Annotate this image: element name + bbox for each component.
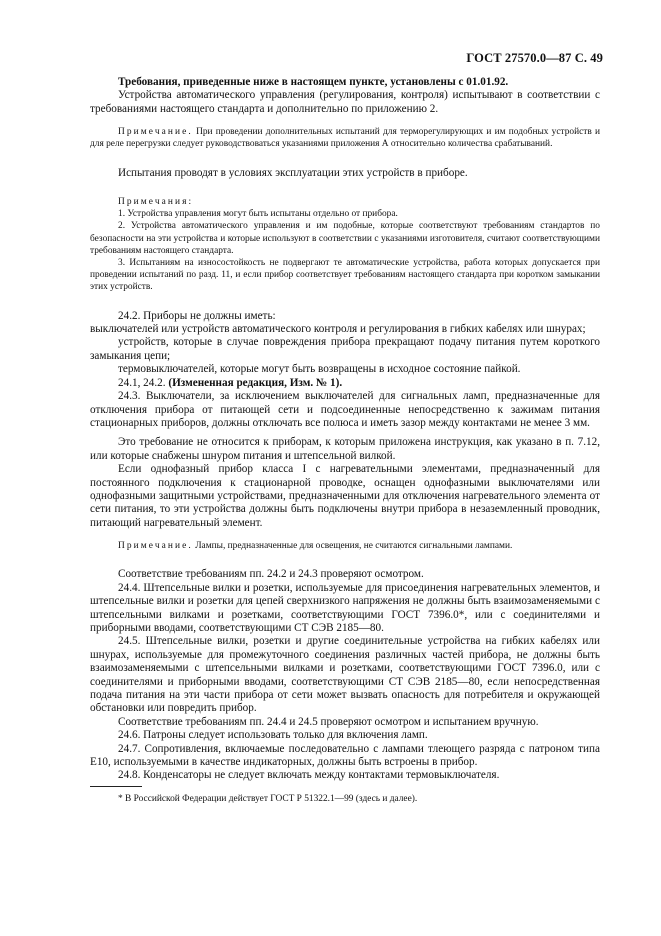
footnote-divider [90,786,142,787]
compliance-24-2-24-3: Соответствие требованиям пп. 24.2 и 24.3 проверяют осмотром. [118,568,424,581]
section-24-2-item: выключателей или устройств автоматического контроля и регулирования в гибких кабелях или шнурах; [90,323,586,336]
section-24-3-p3: Если однофазный прибор класса I с нагревательными элементами, предназначенный для постоянного подключения к стационарной проводке, оснащен однофазными выключателями или однофазными защитными устройствами, предназначенными для отключения нагревательного элемента от сети питания, то эти устройства должны быть подключены внутри прибора в незаземленный проводник, питающий нагревательный элемент. [90,463,600,529]
test-conditions: Испытания проводят в условиях эксплуатации этих устройств в приборе. [118,166,468,179]
note-3-label: Примечание. [118,541,193,552]
section-24-3-p2: Это требование не относится к приборам, к которым приложена инструкция, как указано в п. 7.12, или которые снабжены шнуром питания и штепсельной вилкой. [90,436,600,462]
notes-2-item: 2. Устройства автоматического управления и им подобные, которые соответствуют требованиям стандартов по безопасности на эти устройства и которые используют в соответствии с указаниями изготовителя, считают соответствующими требованиям настоящего стандарта. [90,221,600,256]
footnote: * В Российской Федерации действует ГОСТ Р 51322.1—99 (здесь и далее). [118,793,418,804]
notes-2-label: Примечания: [118,197,194,208]
note-1 [90,126,600,150]
page-content [90,76,600,805]
note-3 [90,540,600,552]
notes-2-item: 3. Испытаниям на износостойкость не подвергают те автоматические устройства, работа которых допускается при проведении испытаний по разд. 11, и если прибор соответствует требованиям настоящего стандарта при коротком замыкании этих устройств. [90,258,600,293]
section-24-7: 24.7. Сопротивления, включаемые последовательно с лампами тлеющего разряда с патроном типа Е10, используемыми в качестве индикаторных, должны быть встроены в прибор. [90,742,600,769]
intro-bold-line: Требования, приведенные ниже в настоящем пункте, установлены с 01.01.92. [118,76,509,88]
section-24-4: 24.4. Штепсельные вилки и розетки, используемые для присоединения нагревательных элементов, и штепсельные вилки и розетки для цепей сверхнизкого напряжения не должны быть взаимозаменяемыми с штепсельными вилками и розетками, соответствующими ГОСТ 7396.0*, или с соединителями и приборными вводами, соответствующими СТ СЭВ 2185—80. [90,581,600,634]
page-header: ГОСТ 27570.0—87 С. 49 [466,51,603,65]
notes-2-item: 1. Устройства управления могут быть испытаны отдельно от прибора. [118,209,398,220]
section-24-3-p1: 24.3. Выключатели, за исключением выключателей для сигнальных ламп, предназначенные для отключения прибора от питающей сети и подсоединенные непосредственно к зажимам питания стационарных приборов, должны отключать все полюса и иметь зазор между контактами не менее 3 мм. [90,390,600,429]
section-24-6: 24.6. Патроны следует использовать только для включения ламп. [118,729,428,742]
edition-note: 24.1, 24.2. (Измененная редакция, Изм. № 1). [118,376,343,389]
note-3-text: Лампы, предназначенные для освещения, не считаются сигнальными лампами. [195,541,513,552]
section-24-5: 24.5. Штепсельные вилки, розетки и другие соединительные устройства на гибких кабелях или шнурах, используемые для промежуточного соединения различных частей прибора, не должны быть взаимозаменяемыми с штепсельными вилками и розетками, соответствующими ГОСТ 7396.0, или с соединителями и приборными вводами, соответствующими СТ СЭВ 2185—80, если непосредственная подача питания на эти части прибора от сети может вызвать опасность для потребителя и окружающей обстановки или повредить прибор. [90,635,600,715]
section-24-2-title: 24.2. Приборы не должны иметь: [118,309,276,322]
intro-paragraph: Устройства автоматического управления (регулирования, контроля) испытывают в соответствии с требованиями настоящего стандарта и дополнительно по приложению 2. [90,89,600,115]
section-24-8: 24.8. Конденсаторы не следует включать между контактами термовыключателя. [118,769,500,782]
note-1-label: Примечание. [118,127,193,138]
section-24-2-item: термовыключателей, которые могут быть возвращены в исходное состояние пайкой. [118,363,521,376]
section-24-2-item: устройств, которые в случае повреждения прибора прекращают подачу питания путем короткого замыкания цепи; [90,336,600,362]
compliance-24-4-24-5: Соответствие требованиям пп. 24.4 и 24.5 проверяют осмотром и испытанием вручную. [118,715,539,728]
note-1-text: При проведении дополнительных испытаний для терморегулирующих и им подобных устройств и для реле перегрузки следует руководствоваться указаниями приложения А относительно количества срабатываний. [90,127,600,150]
